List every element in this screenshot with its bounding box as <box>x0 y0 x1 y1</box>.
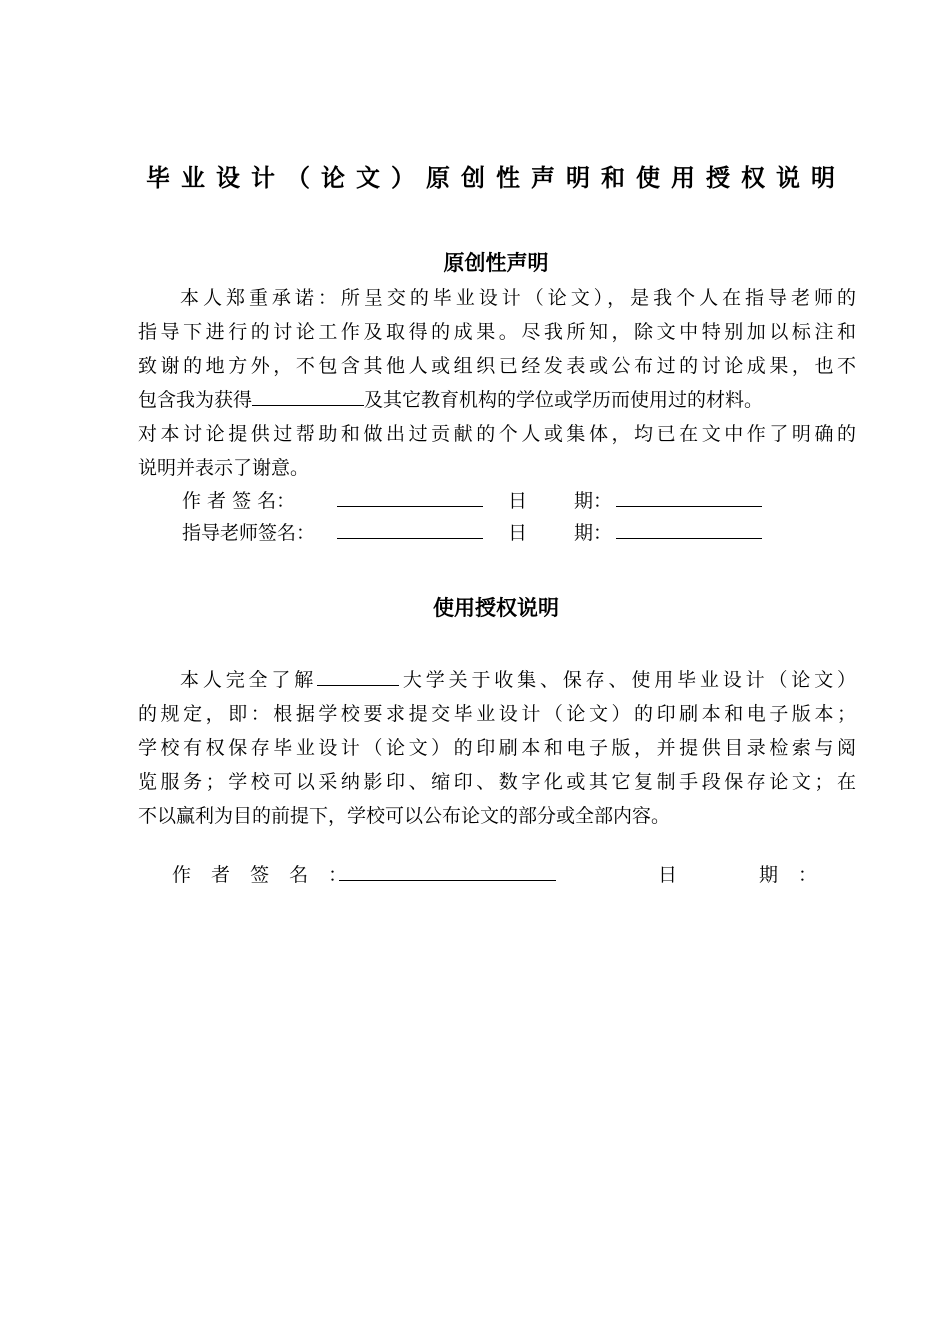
authorization-heading: 使用授权说明 <box>433 596 559 620</box>
authorization-line-4: 览服务；学校可以采纳影印、缩印、数字化或其它复制手段保存论文；在 <box>138 771 856 793</box>
authorization-line-1-before: 本人完全了解 <box>180 669 318 691</box>
university-blank <box>317 667 399 686</box>
author-sign-label: 作 者 签 名： <box>182 490 296 512</box>
originality-line-6: 说明并表示了谢意。 <box>138 457 310 479</box>
authorization-line-3: 学校有权保存毕业设计（论文）的印刷本和电子版，并提供目录检索与阅 <box>138 737 856 759</box>
originality-line-3: 致谢的地方外，不包含其他人或组织已经发表或公布过的讨论成果，也不 <box>138 355 856 377</box>
author-date-label-2: 期： <box>574 490 613 512</box>
authorization-paragraph <box>138 663 856 833</box>
originality-line-4-after: 及其它教育机构的学位或学历而使用过的材料。 <box>364 389 764 411</box>
authorization-author-line <box>339 860 556 881</box>
institution-blank <box>252 387 364 406</box>
originality-line-5: 对本讨论提供过帮助和做出过贡献的个人或集体，均已在文中作了明确的 <box>138 423 856 445</box>
advisor-date-label-1: 日 <box>508 522 528 544</box>
authorization-line-1-after: 大学关于收集、保存、使用毕业设计（论文） <box>399 669 856 691</box>
author-sign-line <box>337 486 483 507</box>
advisor-date-label-2: 期： <box>574 522 613 544</box>
authorization-line-5: 不以赢利为目的前提下，学校可以公布论文的部分或全部内容。 <box>138 805 671 827</box>
authorization-date-label-2: 期 ： <box>759 864 825 886</box>
advisor-sign-line <box>337 518 483 539</box>
authorization-date-label-1: 日 <box>658 864 685 886</box>
advisor-sign-label: 指导老师签名： <box>182 522 316 544</box>
originality-paragraph <box>138 281 856 485</box>
author-date-line <box>616 486 762 507</box>
originality-heading: 原创性声明 <box>443 251 549 275</box>
originality-line-4 <box>138 383 856 417</box>
authorization-line-1 <box>138 663 856 697</box>
originality-line-2: 指导下进行的讨论工作及取得的成果。尽我所知，除文中特别加以标注和 <box>138 321 856 343</box>
originality-line-1: 本人郑重承诺：所呈交的毕业设计（论文），是我个人在指导老师的 <box>180 287 856 309</box>
authorization-author-label: 作 者 签 名 ： <box>172 864 355 886</box>
advisor-date-line <box>616 518 762 539</box>
author-date-label-1: 日 <box>508 490 528 512</box>
authorization-line-2: 的规定，即：根据学校要求提交毕业设计（论文）的印刷本和电子版本； <box>138 703 856 725</box>
originality-line-4-before: 包含我为获得 <box>138 389 253 411</box>
page-title: 毕业设计（论文）原创性声明和使用授权说明 <box>146 164 846 192</box>
